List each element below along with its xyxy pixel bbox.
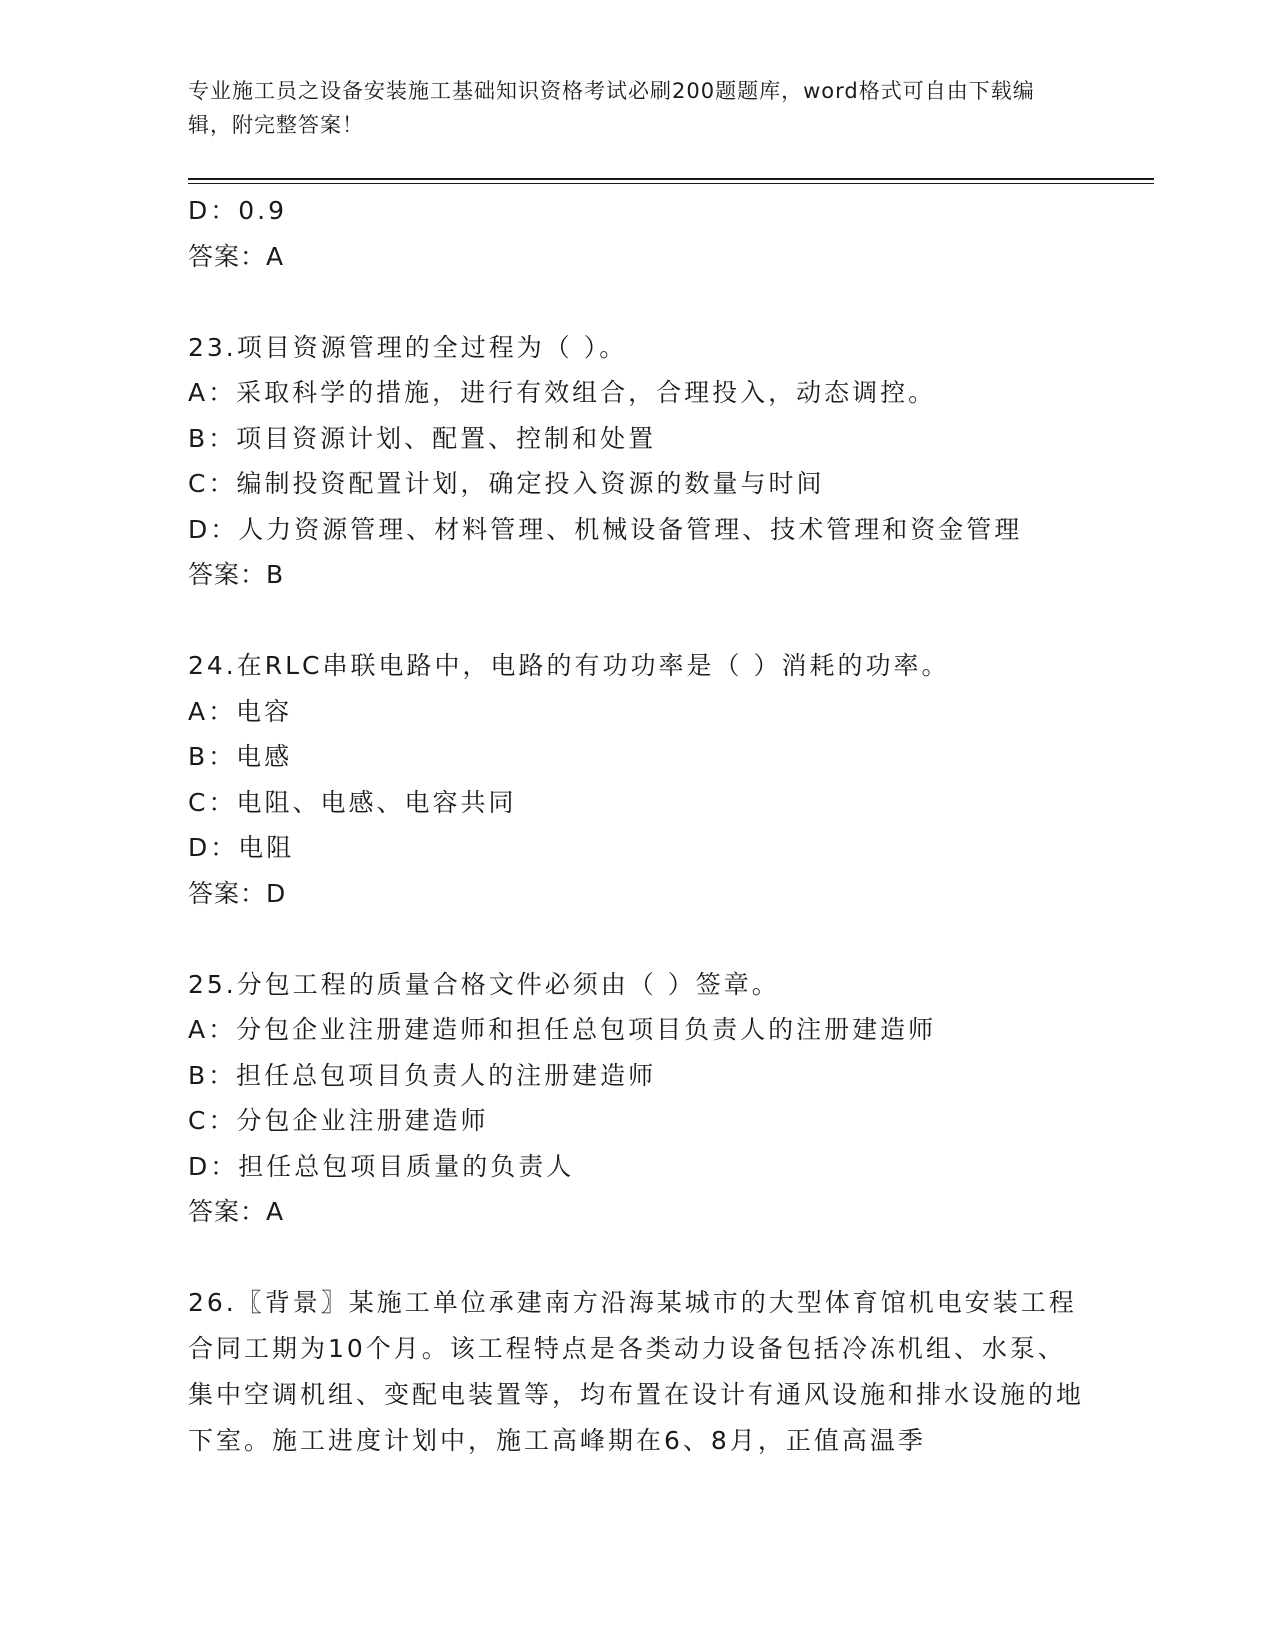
spacer — [188, 279, 1088, 325]
page-header: 专业施工员之设备安装施工基础知识资格考试必刷200题题库，word格式可自由下载编辑，附完整答案！ — [188, 79, 1035, 137]
q24-option-c: C：电阻、电感、电容共同 — [188, 787, 517, 817]
q23-option-b: B：项目资源计划、配置、控制和处置 — [188, 423, 657, 453]
q24-option-a: A：电容 — [188, 696, 293, 726]
spacer — [188, 1235, 1088, 1281]
header-rule-thick — [188, 178, 1154, 180]
q23-option-c: C：编制投资配置计划，确定投入资源的数量与时间 — [188, 469, 825, 498]
q25-answer: 答案：A — [188, 1197, 285, 1226]
header-rule-thin — [188, 183, 1154, 184]
prev-answer: 答案：A — [188, 241, 285, 271]
q24-option-b: B：电感 — [188, 742, 293, 771]
q24-option-d: D：电阻 — [188, 833, 295, 862]
q25-option-a: A：分包企业注册建造师和担任总包项目负责人的注册建造师 — [188, 1015, 937, 1044]
document-body — [188, 188, 1088, 1464]
q25-option-c: C：分包企业注册建造师 — [188, 1106, 489, 1135]
spacer — [188, 598, 1088, 644]
q23-stem: 23.项目资源管理的全过程为（ ）。 — [188, 332, 628, 362]
q24-stem: 24.在RLC串联电路中，电路的有功功率是（ ）消耗的功率。 — [188, 651, 950, 680]
q23-option-d: D：人力资源管理、材料管理、机械设备管理、技术管理和资金管理 — [188, 514, 1023, 544]
q26-stem: 26.〖背景〗某施工单位承建南方沿海某城市的大型体育馆机电安装工程合同工期为10个月。该工程特点是各类动力设备包括冷冻机组、水泵、集中空调机组、变配电装置等，均布置在设计有通风设施和排水设施的地下室。施工进度计划中，施工高峰期在6、8月，正值高温季 — [188, 1288, 1085, 1455]
q25-stem: 25.分包工程的质量合格文件必须由（ ）签章。 — [188, 969, 780, 999]
q23-answer: 答案：B — [188, 560, 285, 589]
spacer — [188, 916, 1088, 962]
q23-option-a: A：采取科学的措施，进行有效组合，合理投入，动态调控。 — [188, 378, 937, 407]
q25-option-d: D：担任总包项目质量的负责人 — [188, 1151, 575, 1181]
q25-option-b: B：担任总包项目负责人的注册建造师 — [188, 1060, 657, 1090]
q24-answer: 答案：D — [188, 878, 287, 908]
prev-option-d: D：0.9 — [188, 196, 288, 225]
